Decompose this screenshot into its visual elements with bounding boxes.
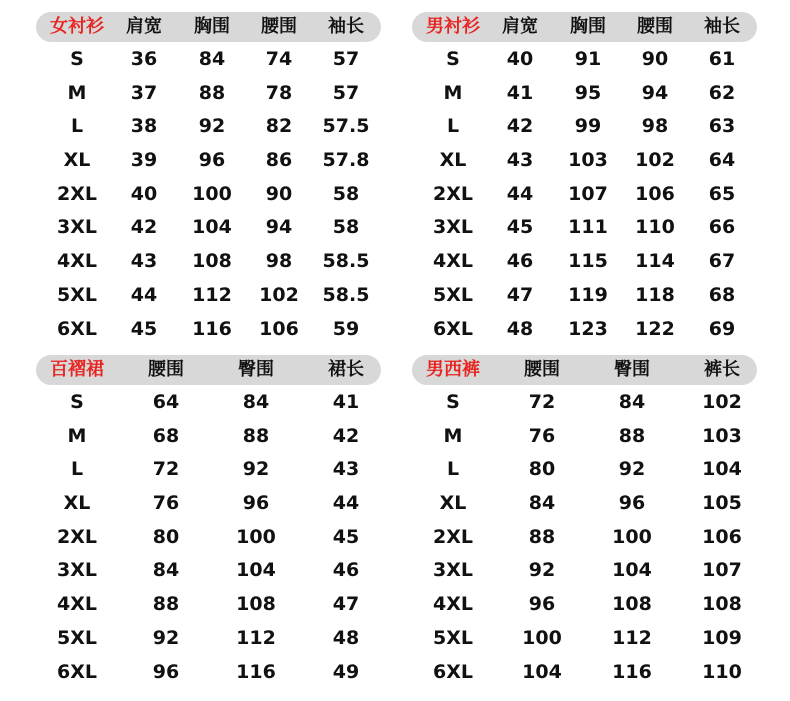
measurement-cell: 43 (130, 250, 158, 273)
measurement-cell: 58.5 (322, 283, 370, 306)
table-row (412, 553, 757, 587)
size-table-mens-trousers (412, 355, 757, 688)
size-label: M (67, 81, 87, 104)
measurement-cell: 100 (192, 182, 232, 205)
column-header: 胸围 (194, 16, 230, 37)
measurement-cell: 92 (618, 458, 646, 481)
measurement-cell: 40 (506, 48, 534, 70)
table-row (412, 312, 757, 346)
table-row (36, 312, 381, 346)
measurement-cell: 57 (332, 81, 360, 104)
measurement-cell: 84 (528, 492, 556, 515)
measurement-cell: 43 (332, 458, 360, 481)
measurement-cell: 36 (130, 48, 158, 70)
measurement-cell: 64 (708, 149, 736, 172)
measurement-cell: 43 (506, 149, 534, 172)
size-label: 2XL (57, 182, 97, 205)
measurement-cell: 88 (198, 81, 226, 104)
size-label: M (67, 424, 87, 447)
measurement-cell: 110 (702, 660, 742, 683)
table-title: 女衬衫 (50, 16, 104, 37)
table-row (36, 553, 381, 587)
measurement-cell: 99 (574, 115, 602, 138)
measurement-cell: 45 (332, 525, 360, 548)
size-label: M (443, 81, 463, 104)
size-label: L (70, 458, 84, 481)
measurement-cell: 106 (702, 525, 742, 548)
measurement-cell: 58.5 (322, 250, 370, 273)
size-label: 3XL (433, 216, 473, 239)
measurement-cell: 96 (618, 492, 646, 515)
table-title: 百褶裙 (50, 359, 104, 380)
column-header: 肩宽 (126, 16, 162, 37)
measurement-cell: 106 (635, 182, 675, 205)
measurement-cell: 63 (708, 115, 736, 138)
measurement-cell: 96 (198, 149, 226, 172)
measurement-cell: 116 (192, 317, 232, 340)
measurement-cell: 104 (192, 216, 232, 239)
measurement-cell: 88 (242, 424, 270, 447)
table-row (36, 385, 381, 419)
measurement-cell: 103 (568, 149, 608, 172)
measurement-cell: 95 (574, 81, 602, 104)
measurement-cell: 44 (506, 182, 534, 205)
size-label: 4XL (433, 593, 473, 616)
measurement-cell: 91 (574, 48, 602, 70)
size-label: 2XL (57, 525, 97, 548)
measurement-cell: 96 (242, 492, 270, 515)
size-label: 3XL (57, 216, 97, 239)
table-header (412, 355, 757, 385)
table-row (36, 452, 381, 486)
measurement-cell: 102 (702, 391, 742, 413)
table-row (36, 76, 381, 110)
size-label: S (446, 391, 460, 413)
measurement-cell: 114 (635, 250, 675, 273)
table-row (412, 210, 757, 244)
table-row (36, 486, 381, 520)
size-table-womens-shirt (36, 12, 381, 345)
table-row (412, 42, 757, 76)
measurement-cell: 48 (332, 626, 360, 649)
column-header: 肩宽 (502, 16, 538, 37)
column-header: 袖长 (704, 16, 740, 37)
measurement-cell: 118 (635, 283, 675, 306)
measurement-cell: 38 (130, 115, 158, 138)
table-row (36, 278, 381, 312)
measurement-cell: 86 (265, 149, 293, 172)
measurement-cell: 88 (152, 593, 180, 616)
measurement-cell: 108 (702, 593, 742, 616)
measurement-cell: 57.8 (322, 149, 370, 172)
measurement-cell: 46 (332, 559, 360, 582)
column-header: 腰围 (148, 359, 184, 380)
size-label: S (70, 391, 84, 413)
column-header: 腰围 (637, 16, 673, 37)
size-label: L (446, 458, 460, 481)
size-label: 5XL (433, 283, 473, 306)
size-label: 4XL (57, 593, 97, 616)
measurement-cell: 69 (708, 317, 736, 340)
table-row (36, 244, 381, 278)
size-label: S (70, 48, 84, 70)
size-label: 6XL (433, 660, 473, 683)
measurement-cell: 108 (236, 593, 276, 616)
measurement-cell: 88 (528, 525, 556, 548)
measurement-cell: 41 (332, 391, 360, 413)
measurement-cell: 45 (130, 317, 158, 340)
table-row (412, 76, 757, 110)
measurement-cell: 47 (506, 283, 534, 306)
measurement-cell: 72 (152, 458, 180, 481)
measurement-cell: 45 (506, 216, 534, 239)
table-row (36, 419, 381, 453)
size-label: XL (63, 492, 91, 515)
measurement-cell: 112 (612, 626, 652, 649)
table-row (36, 587, 381, 621)
measurement-cell: 90 (641, 48, 669, 70)
measurement-cell: 119 (568, 283, 608, 306)
size-label: XL (439, 149, 467, 172)
size-label: 4XL (57, 250, 97, 273)
measurement-cell: 39 (130, 149, 158, 172)
measurement-cell: 102 (259, 283, 299, 306)
column-header: 臀围 (614, 359, 650, 380)
measurement-cell: 48 (506, 317, 534, 340)
measurement-cell: 42 (130, 216, 158, 239)
measurement-cell: 41 (506, 81, 534, 104)
table-row (412, 587, 757, 621)
measurement-cell: 47 (332, 593, 360, 616)
measurement-cell: 104 (236, 559, 276, 582)
table-row (412, 655, 757, 689)
measurement-cell: 65 (708, 182, 736, 205)
table-row (412, 621, 757, 655)
measurement-cell: 109 (702, 626, 742, 649)
measurement-cell: 92 (152, 626, 180, 649)
table-row (412, 419, 757, 453)
table-row (412, 385, 757, 419)
measurement-cell: 44 (332, 492, 360, 515)
measurement-cell: 108 (192, 250, 232, 273)
measurement-cell: 104 (522, 660, 562, 683)
measurement-cell: 107 (568, 182, 608, 205)
column-header: 臀围 (238, 359, 274, 380)
table-title: 男西裤 (426, 359, 480, 380)
measurement-cell: 64 (152, 391, 180, 413)
measurement-cell: 84 (242, 391, 270, 413)
table-header (36, 12, 381, 42)
size-label: L (446, 115, 460, 138)
column-header: 腰围 (524, 359, 560, 380)
measurement-cell: 116 (236, 660, 276, 683)
measurement-cell: 40 (130, 182, 158, 205)
size-label: 5XL (57, 626, 97, 649)
column-header: 裤长 (704, 359, 740, 380)
measurement-cell: 57 (332, 48, 360, 70)
measurement-cell: 44 (130, 283, 158, 306)
measurement-cell: 72 (528, 391, 556, 413)
size-label: XL (63, 149, 91, 172)
size-label: 3XL (433, 559, 473, 582)
measurement-cell: 98 (641, 115, 669, 138)
measurement-cell: 42 (332, 424, 360, 447)
size-label: 2XL (433, 525, 473, 548)
measurement-cell: 49 (332, 660, 360, 683)
measurement-cell: 84 (152, 559, 180, 582)
measurement-cell: 110 (635, 216, 675, 239)
measurement-cell: 78 (265, 81, 293, 104)
table-row (36, 177, 381, 211)
measurement-cell: 67 (708, 250, 736, 273)
table-row (36, 42, 381, 76)
measurement-cell: 92 (242, 458, 270, 481)
measurement-cell: 57.5 (322, 115, 370, 138)
measurement-cell: 84 (198, 48, 226, 70)
measurement-cell: 62 (708, 81, 736, 104)
table-row (412, 244, 757, 278)
table-title: 男衬衫 (426, 16, 480, 37)
size-label: 6XL (57, 660, 97, 683)
column-header: 腰围 (261, 16, 297, 37)
measurement-cell: 90 (265, 182, 293, 205)
measurement-cell: 96 (528, 593, 556, 616)
measurement-cell: 111 (568, 216, 608, 239)
table-row (412, 486, 757, 520)
measurement-cell: 46 (506, 250, 534, 273)
measurement-cell: 104 (612, 559, 652, 582)
measurement-cell: 76 (528, 424, 556, 447)
table-row (412, 109, 757, 143)
size-label: 5XL (433, 626, 473, 649)
measurement-cell: 68 (708, 283, 736, 306)
table-row (412, 452, 757, 486)
measurement-cell: 96 (152, 660, 180, 683)
table-header (36, 355, 381, 385)
table-row (36, 621, 381, 655)
table-row (412, 143, 757, 177)
size-label: M (443, 424, 463, 447)
measurement-cell: 84 (618, 391, 646, 413)
size-label: 5XL (57, 283, 97, 306)
table-row (412, 177, 757, 211)
measurement-cell: 100 (522, 626, 562, 649)
measurement-cell: 88 (618, 424, 646, 447)
table-header (412, 12, 757, 42)
measurement-cell: 92 (198, 115, 226, 138)
measurement-cell: 115 (568, 250, 608, 273)
size-label: 6XL (57, 317, 97, 340)
size-table-pleated-skirt (36, 355, 381, 688)
measurement-cell: 107 (702, 559, 742, 582)
measurement-cell: 105 (702, 492, 742, 515)
measurement-cell: 66 (708, 216, 736, 239)
measurement-cell: 94 (265, 216, 293, 239)
measurement-cell: 92 (528, 559, 556, 582)
size-label: S (446, 48, 460, 70)
measurement-cell: 98 (265, 250, 293, 273)
measurement-cell: 59 (332, 317, 360, 340)
measurement-cell: 102 (635, 149, 675, 172)
column-header: 胸围 (570, 16, 606, 37)
measurement-cell: 76 (152, 492, 180, 515)
table-row (36, 520, 381, 554)
measurement-cell: 58 (332, 216, 360, 239)
measurement-cell: 112 (192, 283, 232, 306)
measurement-cell: 108 (612, 593, 652, 616)
column-header: 裙长 (328, 359, 364, 380)
measurement-cell: 74 (265, 48, 293, 70)
measurement-cell: 100 (236, 525, 276, 548)
size-label: XL (439, 492, 467, 515)
measurement-cell: 100 (612, 525, 652, 548)
measurement-cell: 80 (152, 525, 180, 548)
measurement-cell: 37 (130, 81, 158, 104)
size-label: 2XL (433, 182, 473, 205)
table-row (36, 210, 381, 244)
measurement-cell: 112 (236, 626, 276, 649)
size-table-mens-shirt (412, 12, 757, 345)
size-label: L (70, 115, 84, 138)
measurement-cell: 104 (702, 458, 742, 481)
measurement-cell: 116 (612, 660, 652, 683)
measurement-cell: 123 (568, 317, 608, 340)
measurement-cell: 103 (702, 424, 742, 447)
measurement-cell: 106 (259, 317, 299, 340)
measurement-cell: 42 (506, 115, 534, 138)
table-row (36, 143, 381, 177)
size-label: 4XL (433, 250, 473, 273)
size-label: 6XL (433, 317, 473, 340)
table-row (412, 278, 757, 312)
measurement-cell: 68 (152, 424, 180, 447)
measurement-cell: 58 (332, 182, 360, 205)
table-row (36, 655, 381, 689)
table-row (36, 109, 381, 143)
column-header: 袖长 (328, 16, 364, 37)
measurement-cell: 80 (528, 458, 556, 481)
table-row (412, 520, 757, 554)
measurement-cell: 94 (641, 81, 669, 104)
measurement-cell: 122 (635, 317, 675, 340)
measurement-cell: 61 (708, 48, 736, 70)
measurement-cell: 82 (265, 115, 293, 138)
size-label: 3XL (57, 559, 97, 582)
